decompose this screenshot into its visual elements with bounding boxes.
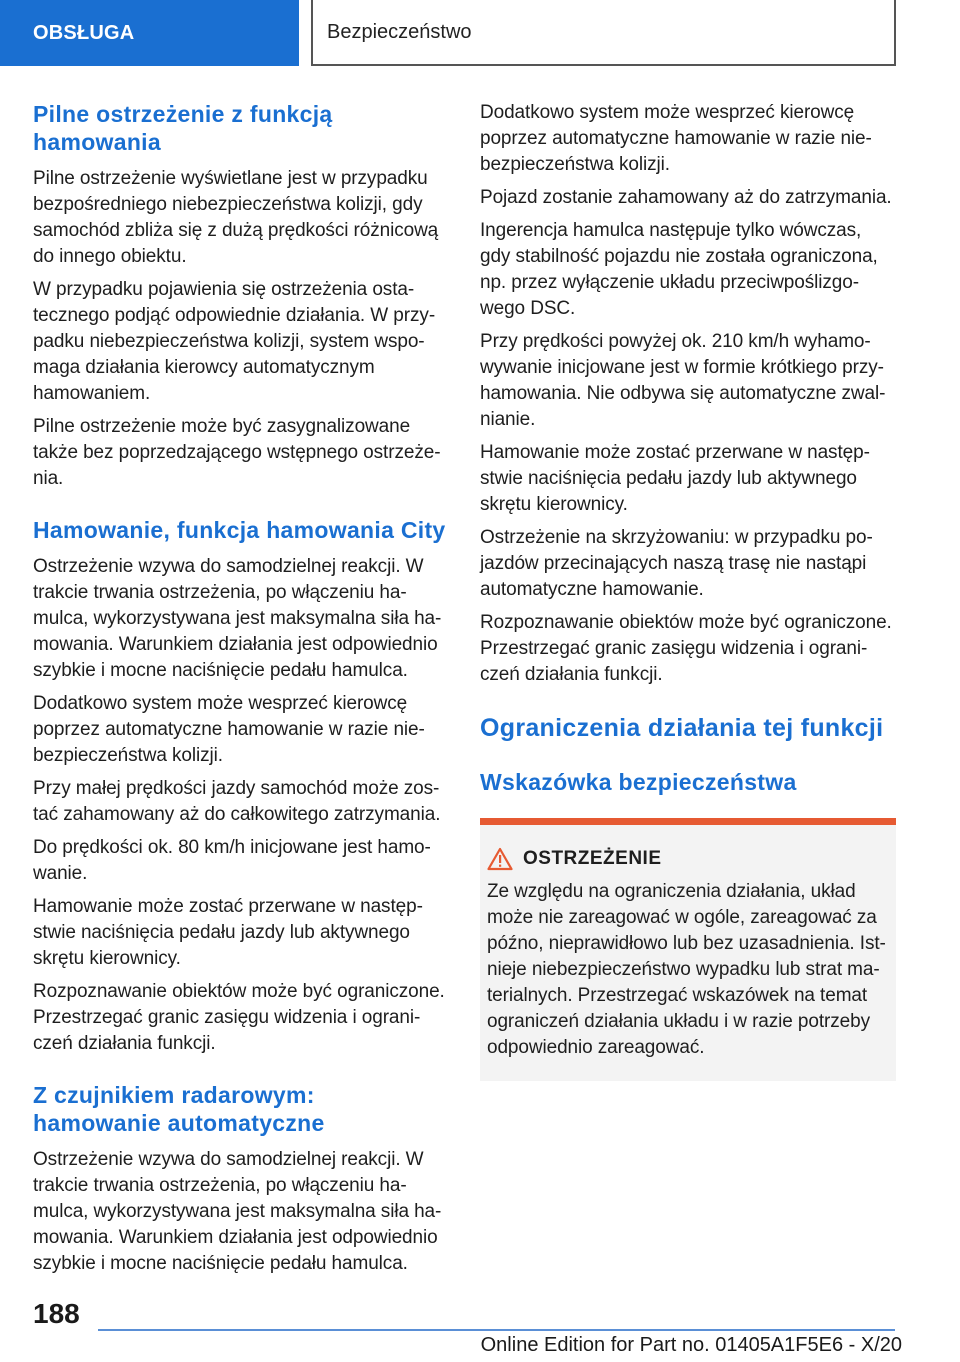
warning-text: Ze względu na ograniczenia działania, układ może nie zareagować w ogóle, zareagować za późno, nieprawidłowo lub bez uzasadnienia. Istnieje niebezpieczeństwo wypadku lub strat materialnych. Przestrzegać wskazówek na temat ograniczeń działania układu i w razie potrzeby odpowiednio zareagować. <box>487 881 886 1058</box>
chapter-tab <box>0 0 299 66</box>
page-number: 188 <box>33 1298 80 1329</box>
paragraph: Ostrzeżenie wzywa do samodzielnej reakcji. W trakcie trwania ostrzeżenia, po włączeniu hamulca, wykorzystywana jest maksymalna siła hamowania. Warunkiem działania jest odpowiednio szybkie i mocne naciśnięcie pedału hamulca. <box>33 556 442 681</box>
paragraph: Przy małej prędkości jazdy samochód może zostać zahamowany aż do całkowitego zatrzymania. <box>33 778 441 825</box>
paragraph: Dodatkowo system może wesprzeć kierowcę poprzez automatyczne hamowanie w razie niebezpieczeństwa kolizji. <box>33 693 425 766</box>
paragraph: Ostrzeżenie wzywa do samodzielnej reakcji. W trakcie trwania ostrzeżenia, po włączeniu hamulca, wykorzystywana jest maksymalna siła hamowania. Warunkiem działania jest odpowiednio szybkie i mocne naciśnięcie pedału hamulca. <box>33 1149 442 1274</box>
paragraph: Hamowanie może zostać przerwane w następstwie naciśnięcia pedału jazdy lub aktywnego skrętu kierownicy. <box>480 442 870 515</box>
footer-divider <box>98 1329 895 1331</box>
paragraph: Dodatkowo system może wesprzeć kierowcę poprzez automatyczne hamowanie w razie niebezpieczeństwa kolizji. <box>480 102 872 175</box>
paragraph: Pilne ostrzeżenie może być zasygnalizowane także bez poprzedzającego wstępnego ostrzeżenia. <box>33 416 441 489</box>
paragraph: Hamowanie może zostać przerwane w następstwie naciśnięcia pedału jazdy lub aktywnego skrętu kierownicy. <box>33 896 423 969</box>
left-column <box>33 100 448 1277</box>
heading-radar-braking: Z czujnikiem radarowym: hamowanie automatyczne <box>33 1082 325 1136</box>
paragraph: Rozpoznawanie obiektów może być ograniczone. Przestrzegać granic zasięgu widzenia i ograniczeń działania funkcji. <box>33 981 445 1054</box>
warning-title: OSTRZEŻENIE <box>523 848 662 869</box>
paragraph: Pilne ostrzeżenie wyświetlane jest w przypadku bezpośredniego niebezpieczeństwa kolizji, gdy samochód zbliża się z dużą prędkości różnicową do innego obiektu. <box>33 168 439 267</box>
section-title: Bezpieczeństwo <box>327 20 472 43</box>
paragraph: Do prędkości ok. 80 km/h inicjowane jest hamowanie. <box>33 837 431 884</box>
heading-function-limits: Ograniczenia działania tej funkcji <box>480 714 884 742</box>
section-header <box>311 0 896 66</box>
edition-text: Online Edition for Part no. 01405A1F5E6 - X/20 <box>480 1334 902 1356</box>
paragraph: Rozpoznawanie obiektów może być ograniczone. Przestrzegać granic zasięgu widzenia i ograniczeń działania funkcji. <box>480 612 892 685</box>
chapter-title: OBSŁUGA <box>33 21 135 44</box>
heading-city-braking: Hamowanie, funkcja hamowania City <box>33 517 446 543</box>
warning-triangle-icon <box>487 847 513 871</box>
paragraph: Ostrzeżenie na skrzyżowaniu: w przypadku pojazdów przecinających naszą trasę nie nastąpi automatyczne hamowanie. <box>480 527 873 600</box>
heading-safety-note: Wskazówka bezpieczeństwa <box>480 769 797 795</box>
paragraph: Ingerencja hamulca następuje tylko wówczas, gdy stabilność pojazdu nie została ograniczona, np. przez wyłączenie układu przeciwpoślizgowego DSC. <box>480 220 878 319</box>
paragraph: Przy prędkości powyżej ok. 210 km/h wyhamowywanie inicjowane jest w formie krótkiego przyhamowania. Nie odbywa się automatyczne zwalnianie. <box>480 331 886 430</box>
heading-urgent-warning: Pilne ostrzeżenie z funkcją hamowania <box>33 101 333 155</box>
paragraph: W przypadku pojawienia się ostrzeżenia ostatecznego podjąć odpowiednie działania. W przypadku niebezpieczeństwa kolizji, system wspomaga działania kierowcy automatycznym hamowaniem. <box>33 279 436 404</box>
warning-box <box>480 818 896 1081</box>
paragraph: Pojazd zostanie zahamowany aż do zatrzymania. <box>480 187 892 208</box>
right-column <box>480 100 896 1081</box>
